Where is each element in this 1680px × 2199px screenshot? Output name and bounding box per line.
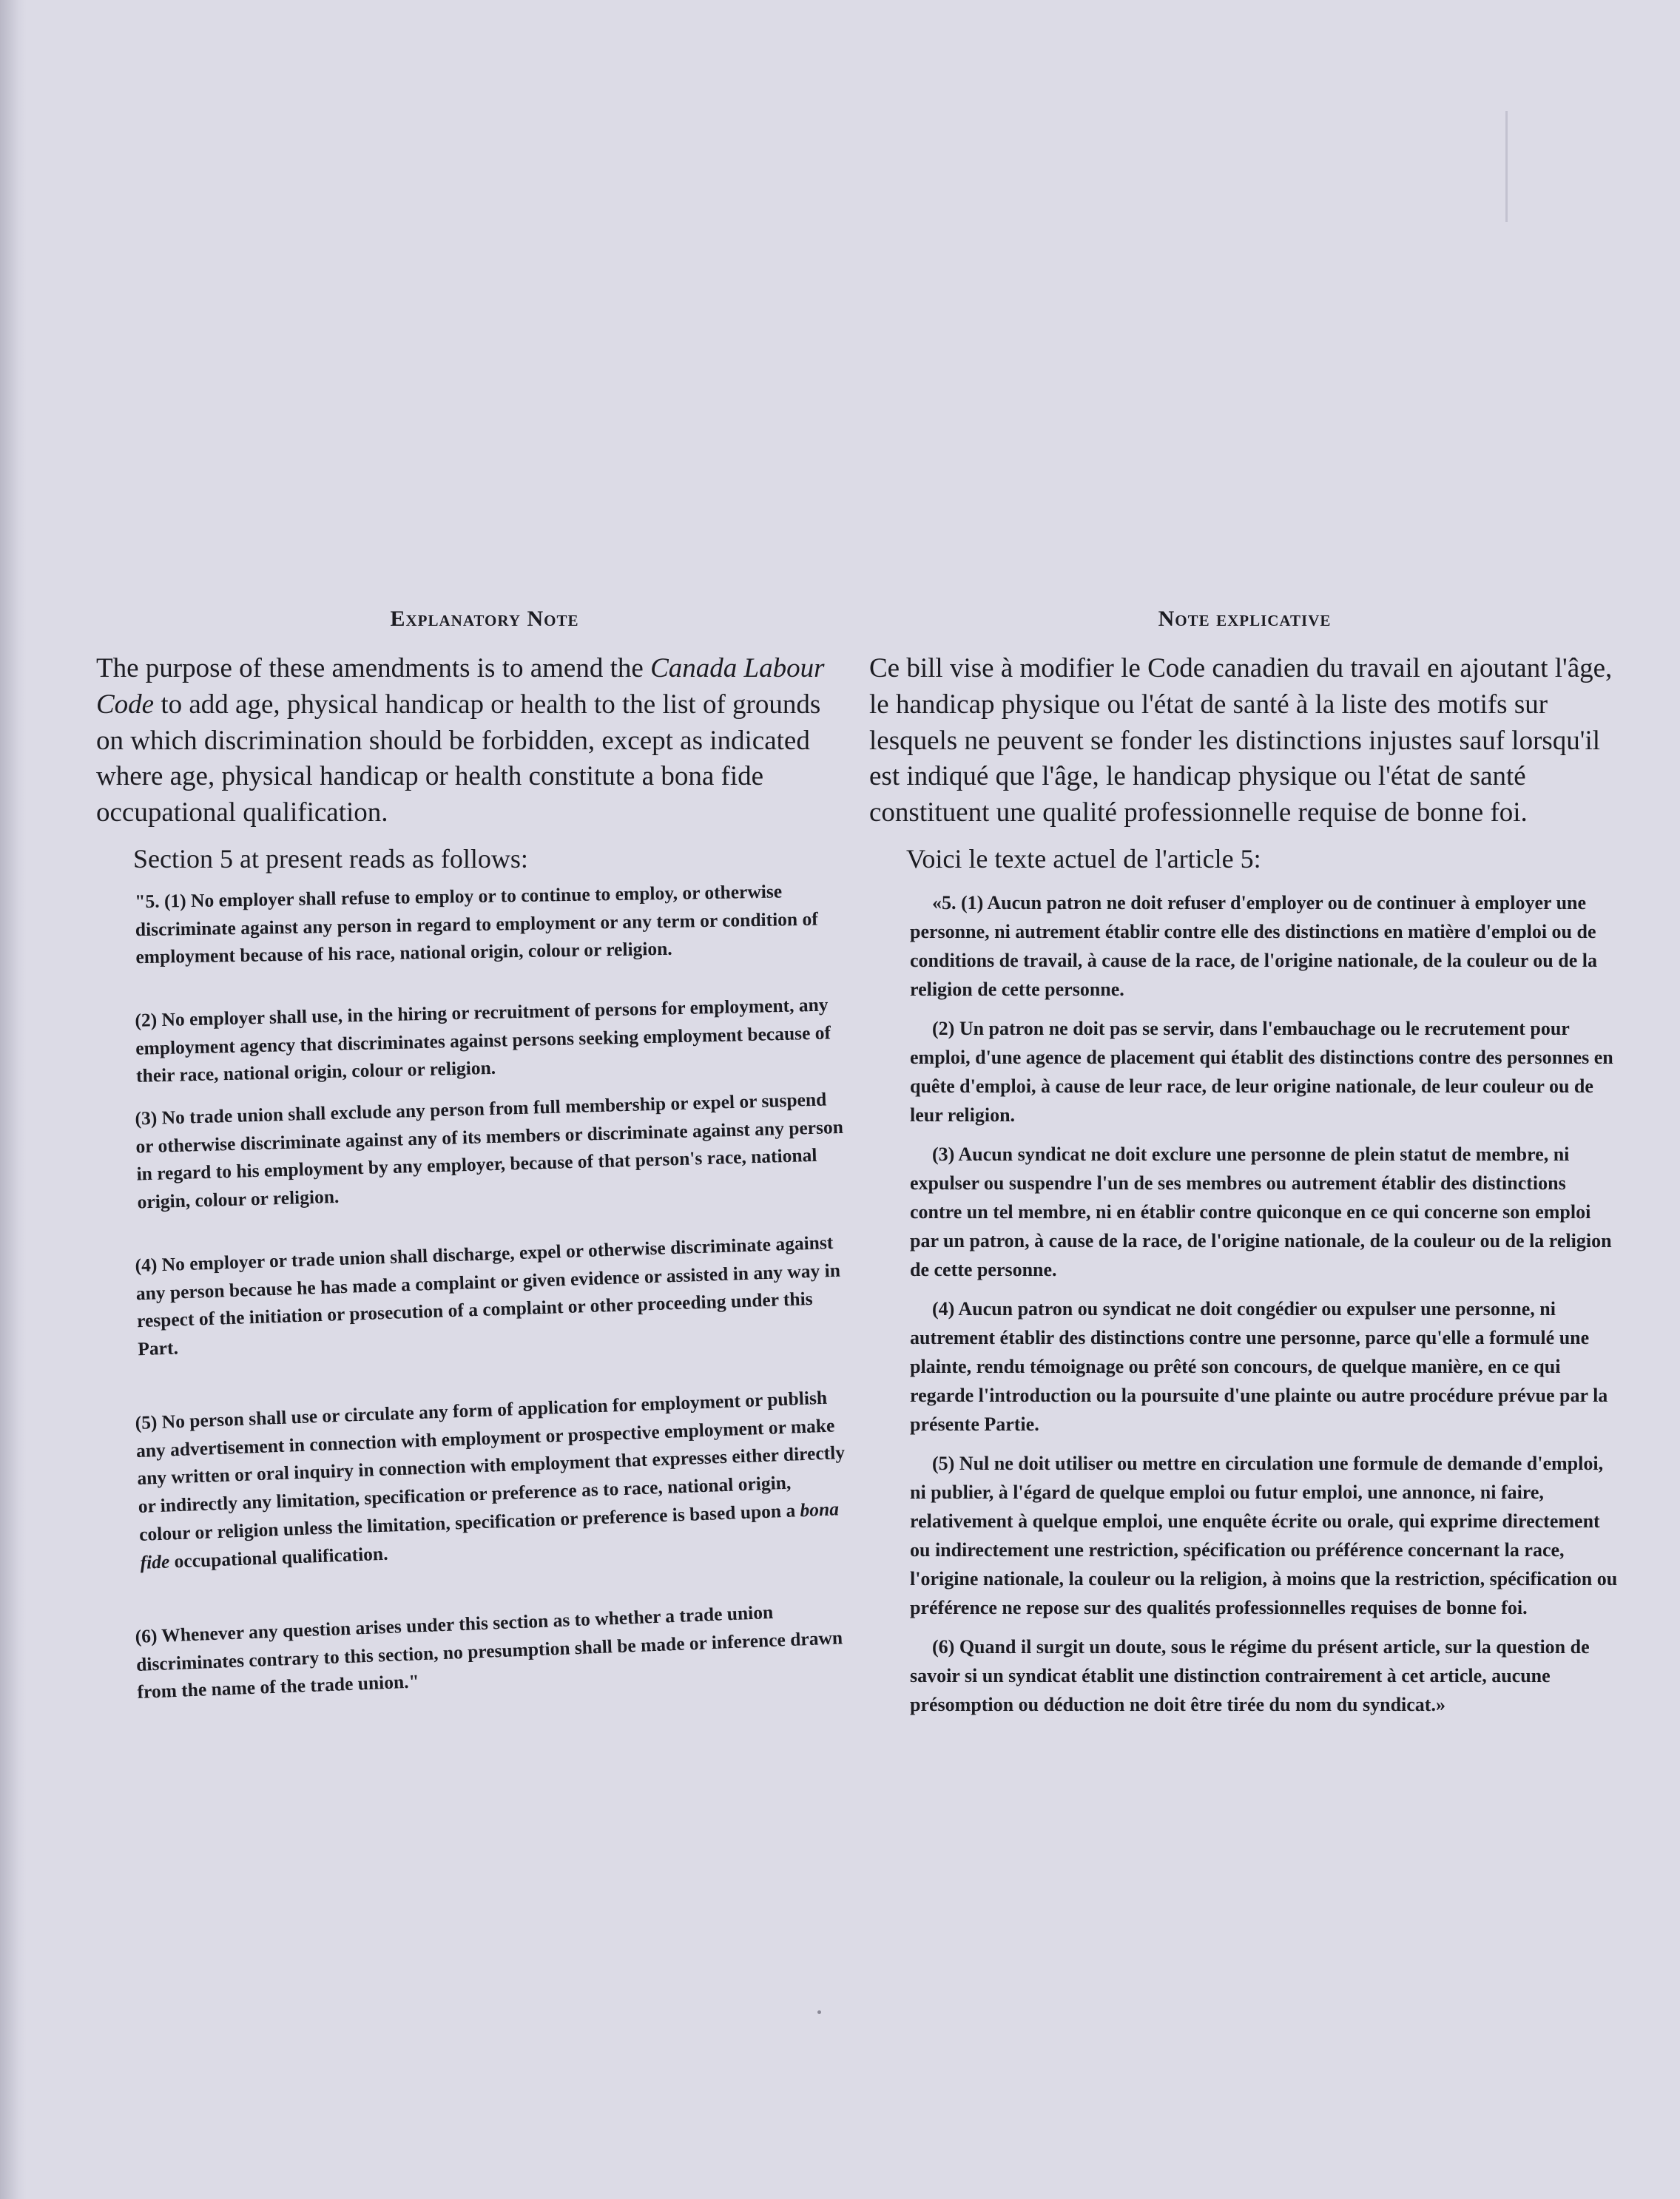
- french-intro: Ce bill vise à modifier le Code canadien du travail en ajoutant l'âge, le handicap physique ou l'état de santé à la liste des motifs sur lesquels ne peuvent se fonder les distinctions injustes sauf lorsqu'il est indiqué que l'âge, le handicap physique ou l'état de santé constituent une qualité professionnelle requise de bonne foi.: [869, 653, 1613, 828]
- english-subsection-5-italic: bona fide: [140, 1498, 840, 1573]
- french-subsection-5: (5) Nul ne doit utiliser ou mettre en circulation une formule de demande d'emploi, ni publier, à l'égard de quelque emploi ou futur emploi, une annonce, ni faire, relativement à quelque emploi, une enquête écrite ou orale, qui exprime directement ou indirectement une restriction, spécification ou préférence concernant la race, l'origine nationale, la couleur ou la religion, à moins que la restriction, spécification ou préférence ne repose sur des qualités professionnelles requises de bonne foi.: [910, 1452, 1618, 1618]
- english-subsection-2: (2) No employer shall use, in the hiring or recruitment of persons for employment, any employment agency that discriminates against persons seeking employment because of their race, national origin, colour or religion.: [135, 993, 831, 1087]
- french-column: [869, 607, 1620, 1729]
- english-intro-italic: Canada Labour Code: [96, 653, 825, 720]
- french-subsection-6: (6) Quand il surgit un doute, sous le régime du présent article, sur la question de savoir si un syndicat établit une distinction contrairement à cet article, aucune présomption ou déduction ne doit être tirée du nom du syndicat.»: [910, 1635, 1590, 1715]
- french-heading: Note explicative: [1158, 607, 1332, 631]
- french-subsection-2: (2) Un patron ne doit pas se servir, dans l'embauchage ou le recrutement pour emploi, d'une agence de placement qui établit des distinctions contre des personnes en quête d'emploi, à cause de leur race, de leur origine nationale, de leur couleur ou de leur religion.: [910, 1017, 1613, 1126]
- english-subsection-4: (4) No employer or trade union shall discharge, expel or otherwise discriminate against any person because he has made a complaint or given evidence or assisted in any way in respect of the initiation or prosecution of a complaint or other proceeding under this Part.: [135, 1232, 841, 1360]
- english-subsection-3: (3) No trade union shall exclude any person from full membership or expel or suspend or otherwise discriminate against any of its members or discriminate against any person in regard to his employment by any employer, because of that person's race, national origin, colour or religion.: [135, 1088, 844, 1214]
- ink-speck: [817, 2010, 821, 2014]
- english-intro-part: to add age, physical handicap or health to the list of grounds on which discrimination should be forbidden, except as indicated where age, physical handicap or health constitute a bona fide occupational qualification.: [96, 689, 821, 828]
- english-column: [96, 607, 846, 1723]
- english-lead: Section 5 at present reads as follows:: [133, 844, 528, 874]
- english-subsection-5: [96, 1383, 849, 1578]
- bleed-through-rule: [1505, 111, 1508, 222]
- english-intro: [96, 651, 843, 831]
- french-subsection-3: (3) Aucun syndicat ne doit exclure une personne de plein statut de membre, ni expulser ou suspendre l'un de ses membres ou autrement établir des distinctions contre un tel membre, ni en établir contre quiconque en ce qui concerne son emploi par un patron, à cause de la race, de l'origine nationale, de la couleur ou de la religion de cette personne.: [910, 1143, 1612, 1280]
- french-subsection-1: «5. (1) Aucun patron ne doit refuser d'employer ou de continuer à employer une personne, ni autrement établir contre elle des distinctions en matière d'emploi ou de conditions de travail, à cause de la race, de l'origine nationale, de la couleur ou de la religion de cette personne.: [910, 891, 1597, 1000]
- english-heading: Explanatory Note: [390, 607, 579, 631]
- english-subsection-5-part: (5) No person shall use or circulate any form of application for employment or publish any advertisement in connection with employment or prospective employment or make any written or oral inquiry in connection with employment that expresses either directly or indirectly any limitation, specification or preference as to race, national origin, colour or religion unless the limitation, specification or preference is based upon a: [135, 1387, 846, 1546]
- english-subsection-5-part: occupational qualification.: [169, 1542, 388, 1573]
- page-binding-shadow: [0, 0, 27, 2199]
- english-subsection-1: "5. (1) No employer shall refuse to employ or to continue to employ, or otherwise discriminate against any person in regard to employment or any term or condition of employment because of his race, national origin, colour or religion.: [135, 880, 818, 968]
- english-subsection-6: (6) Whenever any question arises under this section as to whether a trade union discriminates contrary to this section, no presumption shall be made or inference drawn from the name of the trade union.": [135, 1601, 843, 1703]
- french-lead: Voici le texte actuel de l'article 5:: [906, 844, 1261, 874]
- english-intro-part: The purpose of these amendments is to amend the: [96, 653, 651, 683]
- french-subsection-4: (4) Aucun patron ou syndicat ne doit congédier ou expulser une personne, ni autrement établir des distinctions contre une personne, parce qu'elle a formulé une plainte, rendu témoignage ou prêté son concours, de quelque manière, en ce qui regarde l'introduction ou la poursuite d'une plainte ou autre procédure prévue par la présente Partie.: [910, 1297, 1608, 1435]
